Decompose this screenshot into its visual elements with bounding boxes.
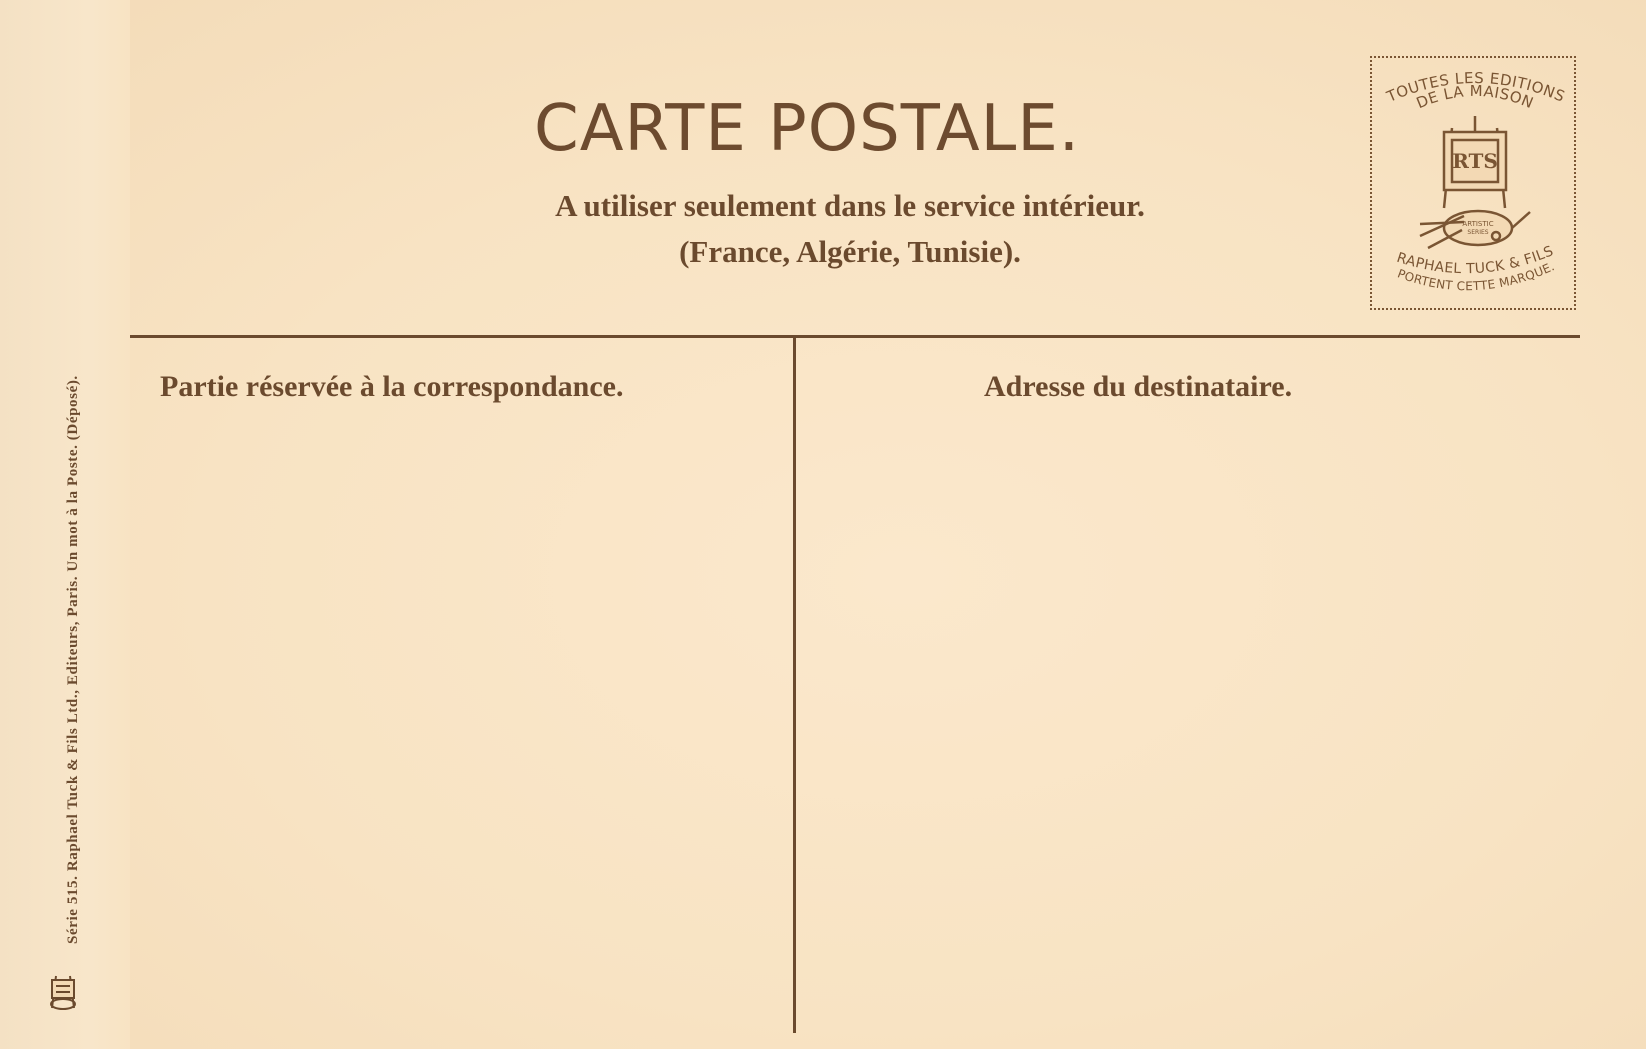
svg-text:ARTISTIC: ARTISTIC xyxy=(1462,220,1494,228)
vertical-divider xyxy=(793,336,796,1033)
stamp-bottom-text-2: PORTENT CETTE MARQUE. xyxy=(1395,259,1557,294)
service-regions: (France, Algérie, Tunisie). xyxy=(679,234,1021,269)
stamp-box-graphic xyxy=(1372,58,1578,312)
publisher-imprint: Série 515. Raphael Tuck & Fils Ltd., Editeurs, Paris. Un mot à la Poste. (Déposé). xyxy=(65,375,81,944)
easel-palette-trademark-icon xyxy=(1420,116,1530,248)
horizontal-divider xyxy=(130,335,1580,338)
correspondence-label: Partie réservée à la correspondance. xyxy=(160,370,624,403)
stamp-bottom-text-1: RAPHAEL TUCK & FILS xyxy=(1394,243,1556,278)
stamp-box xyxy=(1370,56,1576,310)
svg-text:SERIES: SERIES xyxy=(1467,229,1489,236)
service-notice: A utiliser seulement dans le service intérieur. xyxy=(555,188,1145,223)
stamp-top-text-2: DE LA MAISON xyxy=(1413,81,1537,113)
publisher-easel-logo-icon xyxy=(46,972,80,1012)
address-label: Adresse du destinataire. xyxy=(984,370,1293,403)
svg-text:RTS: RTS xyxy=(1452,149,1498,173)
card-title: CARTE POSTALE. xyxy=(534,92,1081,166)
stamp-top-text-1: TOUTES LES EDITIONS xyxy=(1384,68,1568,106)
